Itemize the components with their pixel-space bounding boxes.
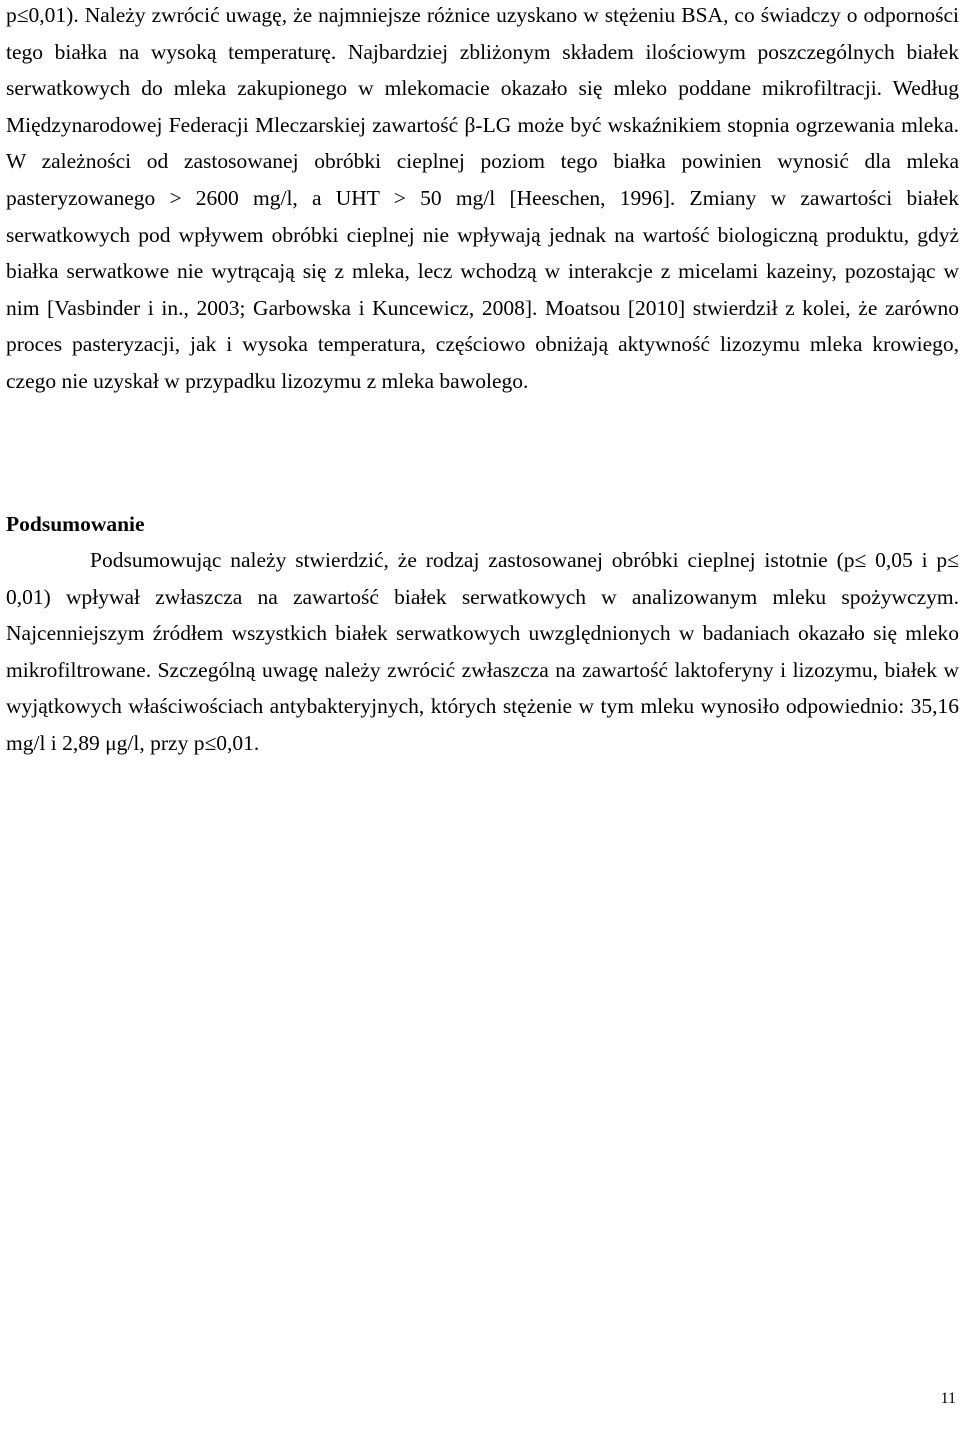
body-paragraph-summary: Podsumowując należy stwierdzić, że rodzaj zastosowanej obróbki cieplnej istotnie (p≤ 0,05 i p≤ 0,01) wpływał zwłaszcza na zawartość białek serwatkowych w analizowanym mleku spożywczym. Najcenniejszym źródłem wszystkich białek serwatkowych uwzględnionych w badaniach okazało się mleko mikrofiltrowane. Szczególną uwagę należy zwrócić zwłaszcza na zawartość laktoferyny i lizozymu, białek w wyjątkowych właściwościach antybakteryjnych, których stężenie w tym mleku wynosiło odpowiednio: 35,16 mg/l i 2,89 μg/l, przy p≤0,01.	[6, 548, 959, 755]
section-heading-summary: Podsumowanie	[6, 512, 145, 536]
body-paragraph-discussion: p≤0,01). Należy zwrócić uwagę, że najmniejsze różnice uzyskano w stężeniu BSA, co świadczy o odporności tego białka na wysoką temperaturę. Najbardziej zbliżonym składem ilościowym poszczególnych białek serwatkowych do mleka zakupionego w mlekomacie okazało się mleko poddane mikrofiltracji. Według Międzynarodowej Federacji Mleczarskiej zawartość β-LG może być wskaźnikiem stopnia ogrzewania mleka. W zależności od zastosowanej obróbki cieplnej poziom tego białka powinien wynosić dla mleka pasteryzowanego > 2600 mg/l, a UHT > 50 mg/l [Heeschen, 1996]. Zmiany w zawartości białek serwatkowych pod wpływem obróbki cieplnej nie wpływają jednak na wartość biologiczną produktu, gdyż białka serwatkowe nie wytrącają się z mleka, lecz wchodzą w interakcje z micelami kazeiny, pozostając w nim [Vasbinder i in., 2003; Garbowska i Kuncewicz, 2008]. Moatsou [2010] stwierdził z kolei, że zarówno proces pasteryzacji, jak i wysoka temperatura, częściowo obniżają aktywność lizozymu mleka krowiego, czego nie uzyskał w przypadku lizozymu z mleka bawolego.	[6, 3, 959, 393]
page-number: 11	[940, 1390, 956, 1407]
